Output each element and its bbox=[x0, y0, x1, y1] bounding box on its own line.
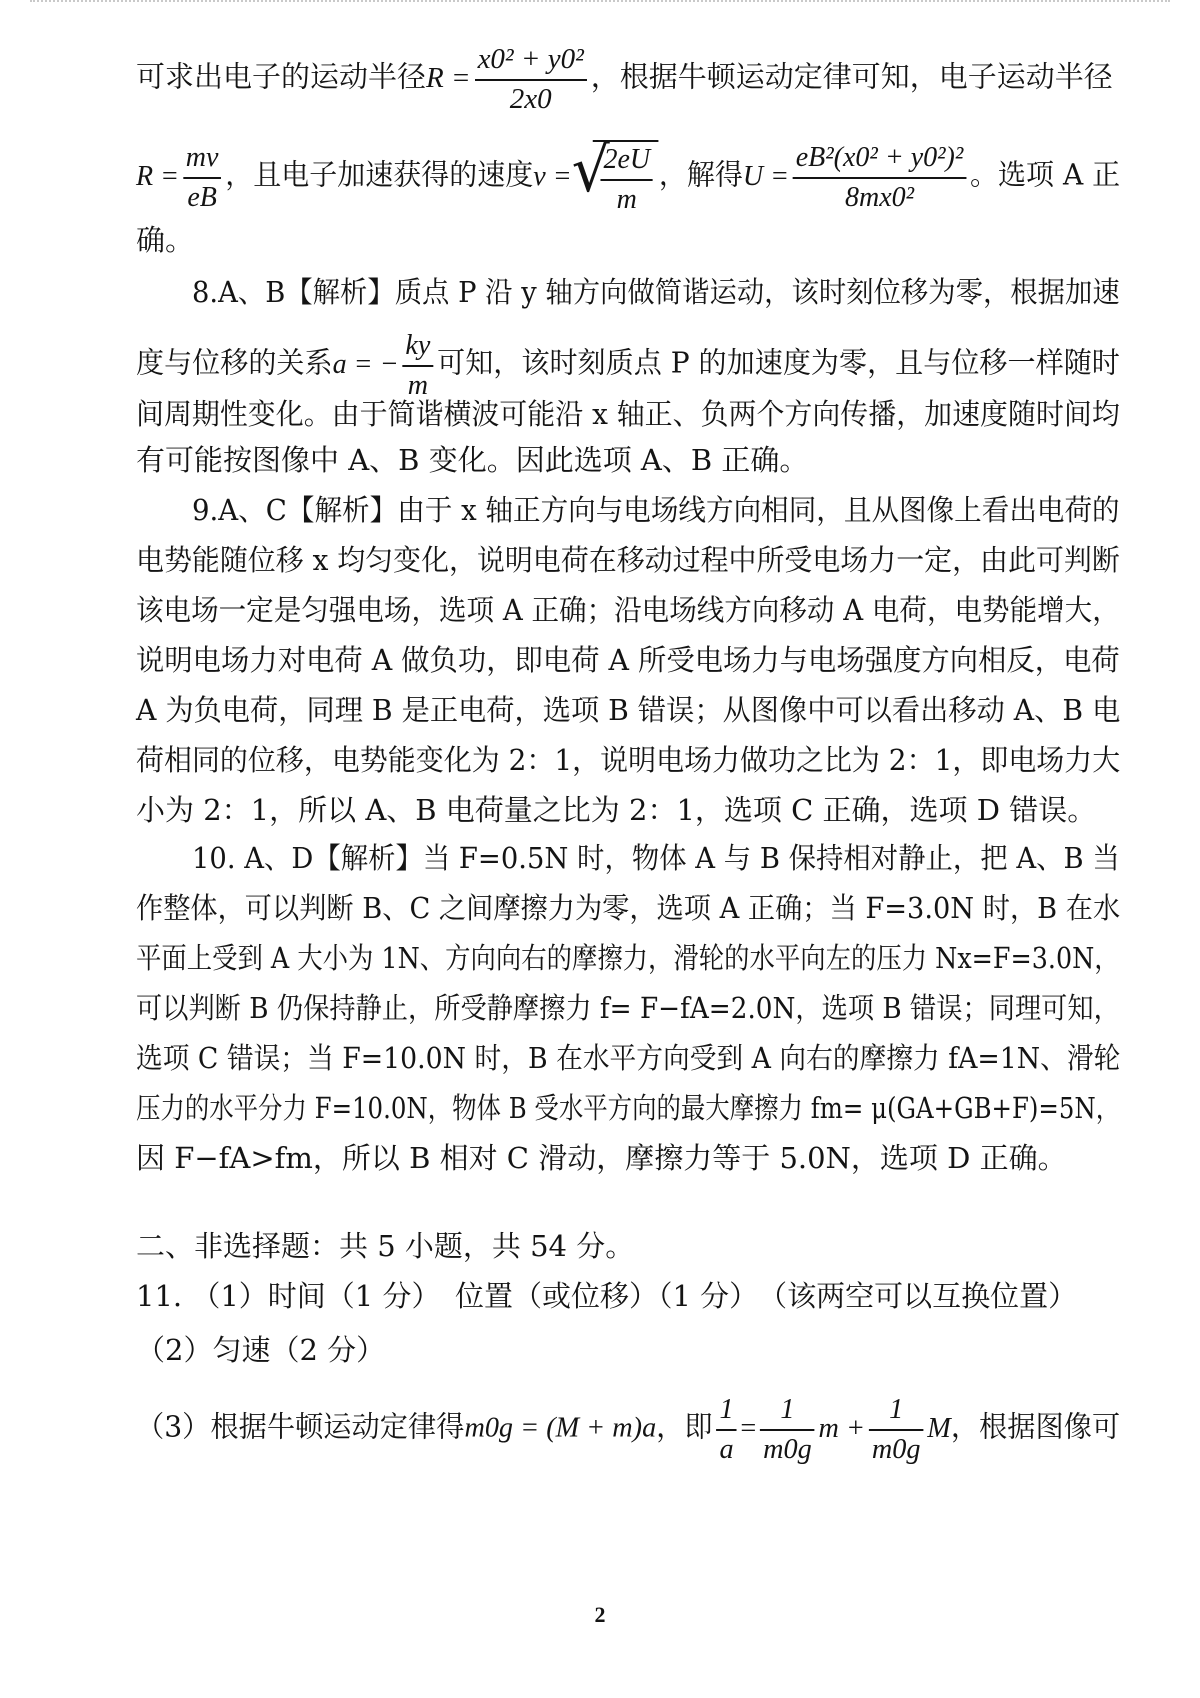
text-line: 压力的水平分力 F=10.0N，物体 B 受水平方向的最大摩擦力 fm= μ(GA+GB+F)=5N， bbox=[136, 1091, 1121, 1125]
fraction-numerator: 1 bbox=[760, 1394, 814, 1431]
page-number: 2 bbox=[594, 1602, 606, 1627]
fraction-denominator: 2x0 bbox=[509, 82, 552, 115]
formula-lhs: R = bbox=[136, 159, 180, 192]
fraction-denominator: m bbox=[407, 368, 429, 401]
text-line: （2）匀速（2 分） bbox=[136, 1333, 386, 1367]
text-segment: （3）根据牛顿运动定律得 bbox=[136, 1409, 465, 1444]
scan-top-border bbox=[30, 0, 1170, 2]
text-segment: 度与位移的关系 bbox=[136, 345, 333, 380]
formula-lhs: v = bbox=[533, 159, 572, 192]
text-line: 9.A、C【解析】由于 x 轴正方向与电场线方向相同，且从图像上看出电荷的 bbox=[192, 493, 1120, 527]
formula-velocity bbox=[533, 133, 659, 215]
text-line: 荷相同的位移，电势能变化为 2：1，说明电场力做功之比为 2：1，即电场力大 bbox=[136, 743, 1121, 777]
formula-term: M bbox=[927, 1411, 951, 1444]
fraction bbox=[183, 142, 221, 214]
text-line: 可以判断 B 仍保持静止，所受静摩擦力 f= F−fA=2.0N，选项 B 错误；同理可知， bbox=[136, 991, 1120, 1025]
text-segment: ，根据图像可 bbox=[950, 1409, 1121, 1444]
formula-acceleration bbox=[332, 329, 437, 401]
text-line: 有可能按图像中 A、B 变化。因此选项 A、B 正确。 bbox=[136, 443, 809, 477]
formula-lhs: U = bbox=[742, 159, 789, 192]
text-line: 作整体，可以判断 B、C 之间摩擦力为零，选项 A 正确；当 F=3.0N 时，B 在水 bbox=[136, 891, 1121, 925]
section-heading: 二、非选择题：共 5 小题，共 54 分。 bbox=[136, 1229, 635, 1263]
fraction-denominator: m bbox=[616, 182, 637, 215]
text-line bbox=[136, 1394, 1120, 1466]
formula-r-dynamic bbox=[136, 141, 225, 213]
text-line: 说明电场力对电荷 A 做负功，即电荷 A 所受电场力与电场强度方向相反，电荷 bbox=[136, 643, 1120, 677]
text-segment: 。选项 A 正 bbox=[970, 157, 1121, 192]
fraction-numerator: mv bbox=[183, 142, 221, 179]
fraction-numerator: 1 bbox=[717, 1394, 737, 1431]
text-line: 11. （1）时间（1 分） 位置（或位移）（1 分） （该两空可以互换位置） bbox=[136, 1279, 1078, 1313]
text-line: 因 F−fA>fm，所以 B 相对 C 滑动，摩擦力等于 5.0N，选项 D 正确。 bbox=[136, 1141, 1067, 1175]
fraction-numerator: ky bbox=[402, 330, 433, 367]
text-line: 平面上受到 A 大小为 1N、方向向右的摩擦力，滑轮的水平向左的压力 Nx=F=3.0N， bbox=[136, 941, 1120, 975]
formula-voltage bbox=[742, 141, 970, 213]
formula-inverse-acceleration bbox=[713, 1393, 951, 1465]
text-line bbox=[136, 133, 1121, 216]
text-line bbox=[136, 44, 1113, 116]
text-line: 电势能随位移 x 均匀变化，说明电荷在移动过程中所受电场力一定，由此可判断 bbox=[136, 543, 1120, 577]
formula-lhs: a = − bbox=[332, 347, 399, 380]
text-line: 选项 C 错误；当 F=10.0N 时，B 在水平方向受到 A 向右的摩擦力 fA=1N、滑轮 bbox=[136, 1041, 1121, 1075]
text-line: 间周期性变化。由于简谐横波可能沿 x 轴正、负两个方向传播，加速度随时间均 bbox=[136, 397, 1120, 431]
equals-sign: = bbox=[740, 1411, 757, 1444]
fraction bbox=[402, 330, 433, 402]
fraction-denominator: m0g bbox=[871, 1432, 921, 1465]
fraction-numerator: 1 bbox=[869, 1394, 923, 1431]
fraction bbox=[717, 1394, 737, 1466]
square-root bbox=[571, 133, 659, 216]
fraction-denominator: eB bbox=[187, 180, 217, 213]
fraction-denominator: m0g bbox=[763, 1432, 812, 1465]
formula-lhs: R = bbox=[426, 61, 471, 94]
fraction bbox=[475, 44, 587, 116]
formula-newton: m0g = (M + m)a bbox=[464, 1411, 657, 1444]
text-line: 小为 2：1，所以 A、B 电荷量之比为 2：1，选项 C 正确，选项 D 错误。 bbox=[136, 793, 1097, 827]
text-segment: ，即 bbox=[656, 1409, 713, 1444]
formula-term: m + bbox=[818, 1411, 866, 1444]
fraction bbox=[869, 1394, 923, 1466]
fraction-numerator: x0² + y0² bbox=[475, 44, 587, 81]
text-segment: ，且电子加速获得的速度 bbox=[225, 157, 534, 192]
text-line: 10. A、D【解析】当 F=0.5N 时，物体 A 与 B 保持相对静止，把 A、B 当 bbox=[192, 841, 1120, 875]
text-line: 确。 bbox=[136, 223, 195, 257]
text-segment: ，解得 bbox=[658, 157, 743, 192]
formula-r-geometric bbox=[426, 43, 591, 115]
fraction-denominator: 8mx0² bbox=[844, 180, 915, 213]
fraction-numerator: 2eU bbox=[601, 144, 653, 181]
text-segment: ，根据牛顿运动定律可知，电子运动半径 bbox=[590, 59, 1113, 94]
text-line: 该电场一定是匀强电场，选项 A 正确；沿电场线方向移动 A 电荷，电势能增大， bbox=[136, 593, 1120, 627]
fraction-denominator: a bbox=[719, 1432, 734, 1465]
text-line: 8.A、B【解析】质点 P 沿 y 轴方向做简谐运动，该时刻位移为零，根据加速 bbox=[192, 275, 1120, 309]
text-segment: 可求出电子的运动半径 bbox=[136, 59, 427, 94]
text-segment: 可知，该时刻质点 P 的加速度为零，且与位移一样随时 bbox=[437, 345, 1120, 380]
fraction bbox=[760, 1394, 814, 1466]
text-line: A 为负电荷，同理 B 是正电荷，选项 B 错误；从图像中可以看出移动 A、B 电 bbox=[136, 693, 1121, 727]
radical-sign: √ bbox=[571, 133, 610, 206]
fraction bbox=[793, 142, 966, 214]
fraction-numerator: eB²(x0² + y0²)² bbox=[793, 142, 966, 179]
text-line bbox=[136, 330, 1120, 402]
